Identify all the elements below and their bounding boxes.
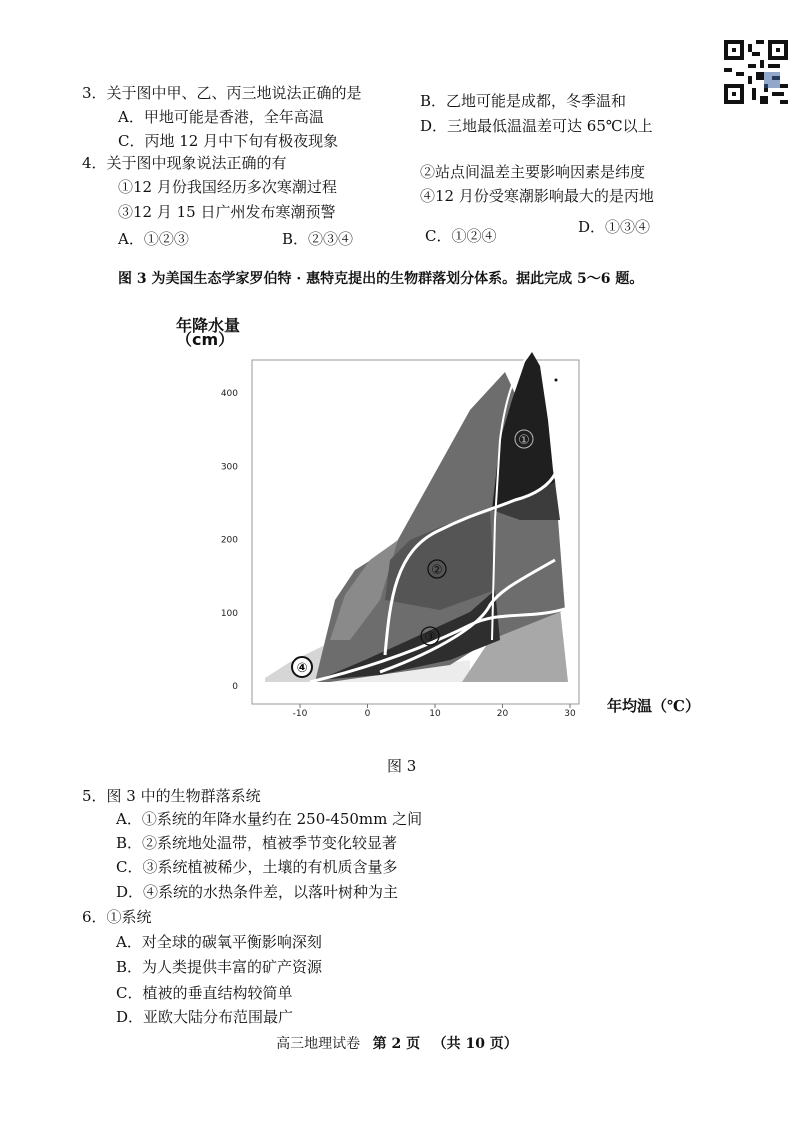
x-axis-title: 年均温（℃） xyxy=(607,697,700,715)
dot-marker xyxy=(555,379,558,382)
q4-option-b: B．②③④ xyxy=(282,230,354,248)
x-tick-label: 20 xyxy=(496,709,509,718)
section-intro: 图 3 为美国生态学家罗伯特 · 惠特克提出的生物群落划分体系。据此完成 5～6 题。 xyxy=(118,271,644,287)
figure-caption: 图 3 xyxy=(387,757,417,775)
q5-option-b: B．②系统地处温带，植被季节变化较显著 xyxy=(116,834,398,852)
svg-text:③: ③ xyxy=(424,630,436,645)
q5-option-c: C．③系统植被稀少，土壤的有机质含量多 xyxy=(116,858,398,876)
q3-option-d: D．三地最低温温差可达 65℃以上 xyxy=(420,117,653,135)
q3-option-b: B．乙地可能是成都，冬季温和 xyxy=(420,92,627,110)
svg-text:②: ② xyxy=(431,563,443,578)
q4-statement-4: ④12 月份受寒潮影响最大的是丙地 xyxy=(420,187,654,205)
q5-stem: 5．图 3 中的生物群落系统 xyxy=(82,787,261,805)
y-axis-title: 年降水量 xyxy=(176,316,241,335)
svg-text:④: ④ xyxy=(296,661,308,676)
x-tick-label: 10 xyxy=(429,709,441,718)
q4-stem: 4．关于图中现象说法正确的有 xyxy=(82,154,287,172)
page-number: 第 2 页 xyxy=(372,1036,421,1052)
y-axis-unit: （cm） xyxy=(176,330,235,349)
region-label-4 xyxy=(292,657,312,677)
q3-stem: 3．关于图中甲、乙、丙三地说法正确的是 xyxy=(82,84,362,102)
svg-text:①: ① xyxy=(518,433,530,448)
q6-option-c: C．植被的垂直结构较简单 xyxy=(116,984,293,1002)
q4-option-d: D．①③④ xyxy=(578,218,651,236)
q4-option-a: A．①②③ xyxy=(118,230,189,248)
exam-name: 高三地理试卷 xyxy=(276,1036,361,1052)
q3-option-a: A．甲地可能是香港，全年高温 xyxy=(118,108,324,126)
q6-option-d: D．亚欧大陆分布范围最广 xyxy=(116,1008,294,1026)
x-tick-label: -10 xyxy=(292,709,308,718)
q6-option-a: A．对全球的碳氧平衡影响深刻 xyxy=(116,933,322,951)
q4-option-c: C．①②④ xyxy=(425,227,497,245)
x-tick-label: 0 xyxy=(364,709,371,718)
q5-option-a: A．①系统的年降水量约在 250-450mm 之间 xyxy=(116,810,423,828)
page-total: （共 10 页） xyxy=(432,1036,518,1052)
q4-statement-3: ③12 月 15 日广州发布寒潮预警 xyxy=(118,203,336,221)
q5-option-d: D．④系统的水热条件差，以落叶树种为主 xyxy=(116,883,399,901)
q4-statement-1: ①12 月份我国经历多次寒潮过程 xyxy=(118,178,337,196)
whittaker-biome-chart xyxy=(150,308,730,718)
page-footer xyxy=(0,1033,794,1053)
y-tick-label: 100 xyxy=(220,608,238,619)
y-tick-label: 400 xyxy=(220,389,238,399)
q3-option-c: C．丙地 12 月中下旬有极夜现象 xyxy=(118,132,339,150)
y-tick-label: 300 xyxy=(220,462,238,473)
y-tick-label: 200 xyxy=(220,535,238,546)
qr-code-icon xyxy=(724,40,788,104)
q4-statement-2: ②站点间温差主要影响因素是纬度 xyxy=(420,163,646,181)
x-tick-label: 30 xyxy=(564,709,576,718)
q6-stem: 6．①系统 xyxy=(82,908,152,926)
q6-option-b: B．为人类提供丰富的矿产资源 xyxy=(116,958,323,976)
y-tick-label: 0 xyxy=(232,682,238,692)
